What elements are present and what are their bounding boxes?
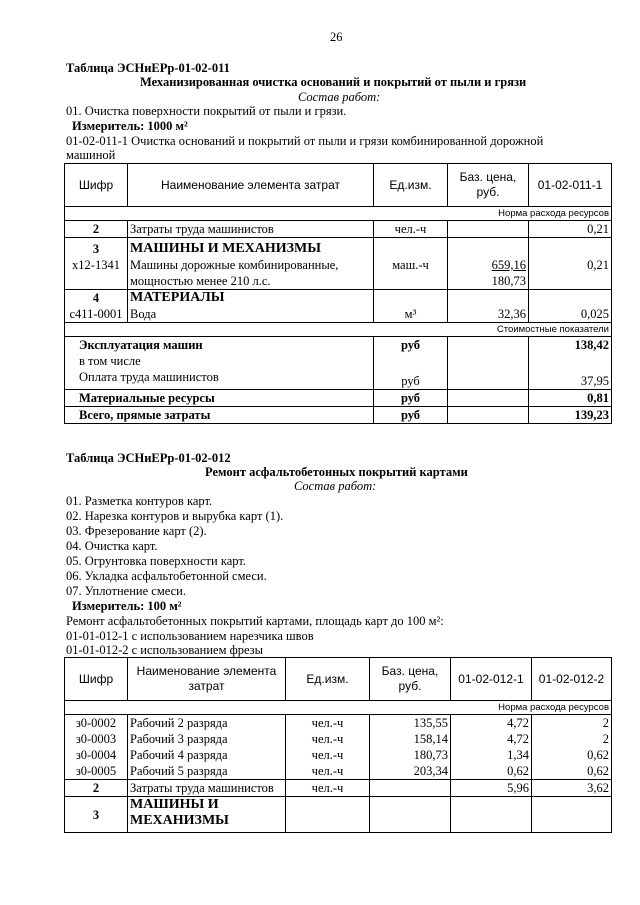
table2-title: Таблица ЭСНиЕРр-01-02-012 bbox=[66, 451, 231, 465]
t1-machines-heading: МАШИНЫ И МЕХАНИЗМЫ bbox=[128, 238, 374, 258]
table2-variant-1: 01-01-012-1 с использованием нарезчика швов bbox=[66, 629, 314, 643]
table1-subtitle: Механизированная очистка оснований и покрытий от пыли и грязи bbox=[140, 75, 527, 89]
t2-worker-v2: 2 bbox=[532, 715, 612, 732]
t2-worker-price: 180,73 bbox=[370, 747, 451, 763]
t1-machines-code: 3 bbox=[65, 238, 128, 258]
t2-worker-code: з0-0004 bbox=[65, 747, 128, 763]
page-number: 26 bbox=[330, 30, 343, 44]
t2-worker-v2: 0,62 bbox=[532, 747, 612, 763]
table1-title: Таблица ЭСНиЕРр-01-02-011 bbox=[66, 61, 230, 75]
t2-labor-v1: 5,96 bbox=[451, 780, 532, 797]
t2-worker-price: 158,14 bbox=[370, 731, 451, 747]
t1-labor-unit: чел.-ч bbox=[374, 221, 448, 238]
t1-pay-label: Оплата труда машинистов bbox=[65, 369, 374, 390]
table2-work-item: 04. Очистка карт. bbox=[66, 539, 158, 553]
t2-worker-name: Рабочий 3 разряда bbox=[128, 731, 286, 747]
t2-machines-code: 3 bbox=[65, 797, 128, 833]
t1-total-unit: руб bbox=[374, 407, 448, 424]
t2-worker-name: Рабочий 4 разряда bbox=[128, 747, 286, 763]
table1-description-cont: машиной bbox=[66, 148, 116, 162]
t1-pay-value: 37,95 bbox=[529, 369, 612, 390]
t2-worker-code: з0-0003 bbox=[65, 731, 128, 747]
t1-materials-heading: МАТЕРИАЛЫ bbox=[128, 290, 374, 307]
table2-meter: Измеритель: 100 м² bbox=[72, 599, 182, 613]
table2-work-item: 05. Огрунтовка поверхности карт. bbox=[66, 554, 246, 568]
t2-labor-code: 2 bbox=[65, 780, 128, 797]
t1-water-name: Вода bbox=[128, 306, 374, 323]
t2-worker-unit: чел.-ч bbox=[286, 763, 370, 780]
t1-exp-value: 138,42 bbox=[529, 337, 612, 354]
t1-labor-code: 2 bbox=[65, 221, 128, 238]
t1-header-code: Шифр bbox=[65, 164, 128, 207]
t1-water-price: 32,36 bbox=[448, 306, 529, 323]
table2-work-item: 03. Фрезерование карт (2). bbox=[66, 524, 207, 538]
t1-header-price: Баз. цена, руб. bbox=[448, 164, 529, 207]
t2-header-col2: 01-02-012-2 bbox=[532, 658, 612, 701]
t1-materials-code: 4 bbox=[65, 290, 128, 307]
t2-labor-v2: 3,62 bbox=[532, 780, 612, 797]
t1-water-code: с411-0001 bbox=[65, 306, 128, 323]
table2-variant-2: 01-01-012-2 с использованием фрезы bbox=[66, 643, 263, 657]
t1-labor-price bbox=[448, 221, 529, 238]
t2-worker-name: Рабочий 5 разряда bbox=[128, 763, 286, 780]
t1-norm-label: Норма расхода ресурсов bbox=[65, 207, 612, 221]
table1-composition-label: Состав работ: bbox=[298, 90, 381, 104]
t2-header-code: Шифр bbox=[65, 658, 128, 701]
table-row bbox=[65, 731, 612, 747]
t2-worker-name: Рабочий 2 разряда bbox=[128, 715, 286, 732]
t1-mat-label: Материальные ресурсы bbox=[65, 390, 374, 407]
t1-header-name: Наименование элемента затрат bbox=[128, 164, 374, 207]
t2-header-name: Наименование элемента затрат bbox=[128, 658, 286, 701]
table1-work-item: 01. Очистка поверхности покрытий от пыли и грязи. bbox=[66, 104, 347, 118]
t2-header-price: Баз. цена, руб. bbox=[370, 658, 451, 701]
table2 bbox=[64, 657, 612, 833]
table2-work-item: 02. Нарезка контуров и вырубка карт (1). bbox=[66, 509, 284, 523]
t2-worker-v1: 4,72 bbox=[451, 715, 532, 732]
t2-worker-unit: чел.-ч bbox=[286, 747, 370, 763]
t2-norm-label: Норма расхода ресурсов bbox=[65, 701, 612, 715]
t2-header-unit: Ед.изм. bbox=[286, 658, 370, 701]
t1-header-unit: Ед.изм. bbox=[374, 164, 448, 207]
t2-worker-v1: 4,72 bbox=[451, 731, 532, 747]
t1-machine-unit: маш.-ч bbox=[374, 257, 448, 290]
t2-worker-v1: 0,62 bbox=[451, 763, 532, 780]
table2-description: Ремонт асфальтобетонных покрытий картами, площадь карт до 100 м²: bbox=[66, 614, 444, 628]
t1-cost-label: Стоимостные показатели bbox=[65, 323, 612, 337]
t2-machines-heading: МАШИНЫ И МЕХАНИЗМЫ bbox=[128, 797, 286, 833]
t1-exp-label: Эксплуатация машин bbox=[65, 337, 374, 354]
t1-labor-name: Затраты труда машинистов bbox=[128, 221, 374, 238]
t2-header-col1: 01-02-012-1 bbox=[451, 658, 532, 701]
t1-water-value: 0,025 bbox=[529, 306, 612, 323]
t1-mat-unit: руб bbox=[374, 390, 448, 407]
table1-description: 01-02-011-1 Очистка оснований и покрытий от пыли и грязи комбинированной дорожной bbox=[66, 134, 544, 148]
t1-pay-unit: руб bbox=[374, 369, 448, 390]
t1-header-col1: 01-02-011-1 bbox=[529, 164, 612, 207]
t1-water-unit: м³ bbox=[374, 306, 448, 323]
table-row bbox=[65, 715, 612, 732]
t1-machine-code: х12-1341 bbox=[65, 257, 128, 290]
table-row bbox=[65, 763, 612, 780]
table2-subtitle: Ремонт асфальтобетонных покрытий картами bbox=[205, 465, 468, 479]
t1-total-value: 139,23 bbox=[529, 407, 612, 424]
table1 bbox=[64, 163, 612, 424]
t2-worker-v2: 0,62 bbox=[532, 763, 612, 780]
t2-labor-name: Затраты труда машинистов bbox=[128, 780, 286, 797]
t1-exp-unit: руб bbox=[374, 337, 448, 354]
t1-total-label: Всего, прямые затраты bbox=[65, 407, 374, 424]
t2-labor-unit: чел.-ч bbox=[286, 780, 370, 797]
t2-worker-code: з0-0005 bbox=[65, 763, 128, 780]
t2-worker-unit: чел.-ч bbox=[286, 715, 370, 732]
table2-work-item: 07. Уплотнение смеси. bbox=[66, 584, 186, 598]
t2-worker-price: 135,55 bbox=[370, 715, 451, 732]
table2-composition-label: Состав работ: bbox=[294, 479, 377, 493]
table2-work-item: 06. Укладка асфальтобетонной смеси. bbox=[66, 569, 267, 583]
t1-incl-label: в том числе bbox=[65, 353, 374, 369]
t2-worker-unit: чел.-ч bbox=[286, 731, 370, 747]
t1-machine-value: 0,21 bbox=[529, 257, 612, 290]
t1-machine-name: Машины дорожные комбинированные, мощностью менее 210 л.с. bbox=[128, 257, 374, 290]
t2-worker-v1: 1,34 bbox=[451, 747, 532, 763]
table1-meter: Измеритель: 1000 м² bbox=[72, 119, 188, 133]
t2-worker-v2: 2 bbox=[532, 731, 612, 747]
t2-worker-code: з0-0002 bbox=[65, 715, 128, 732]
t1-mat-value: 0,81 bbox=[529, 390, 612, 407]
t1-machine-price: 659,16 180,73 bbox=[448, 257, 529, 290]
table-row bbox=[65, 747, 612, 763]
t1-labor-value: 0,21 bbox=[529, 221, 612, 238]
t2-worker-price: 203,34 bbox=[370, 763, 451, 780]
table2-work-item: 01. Разметка контуров карт. bbox=[66, 494, 213, 508]
